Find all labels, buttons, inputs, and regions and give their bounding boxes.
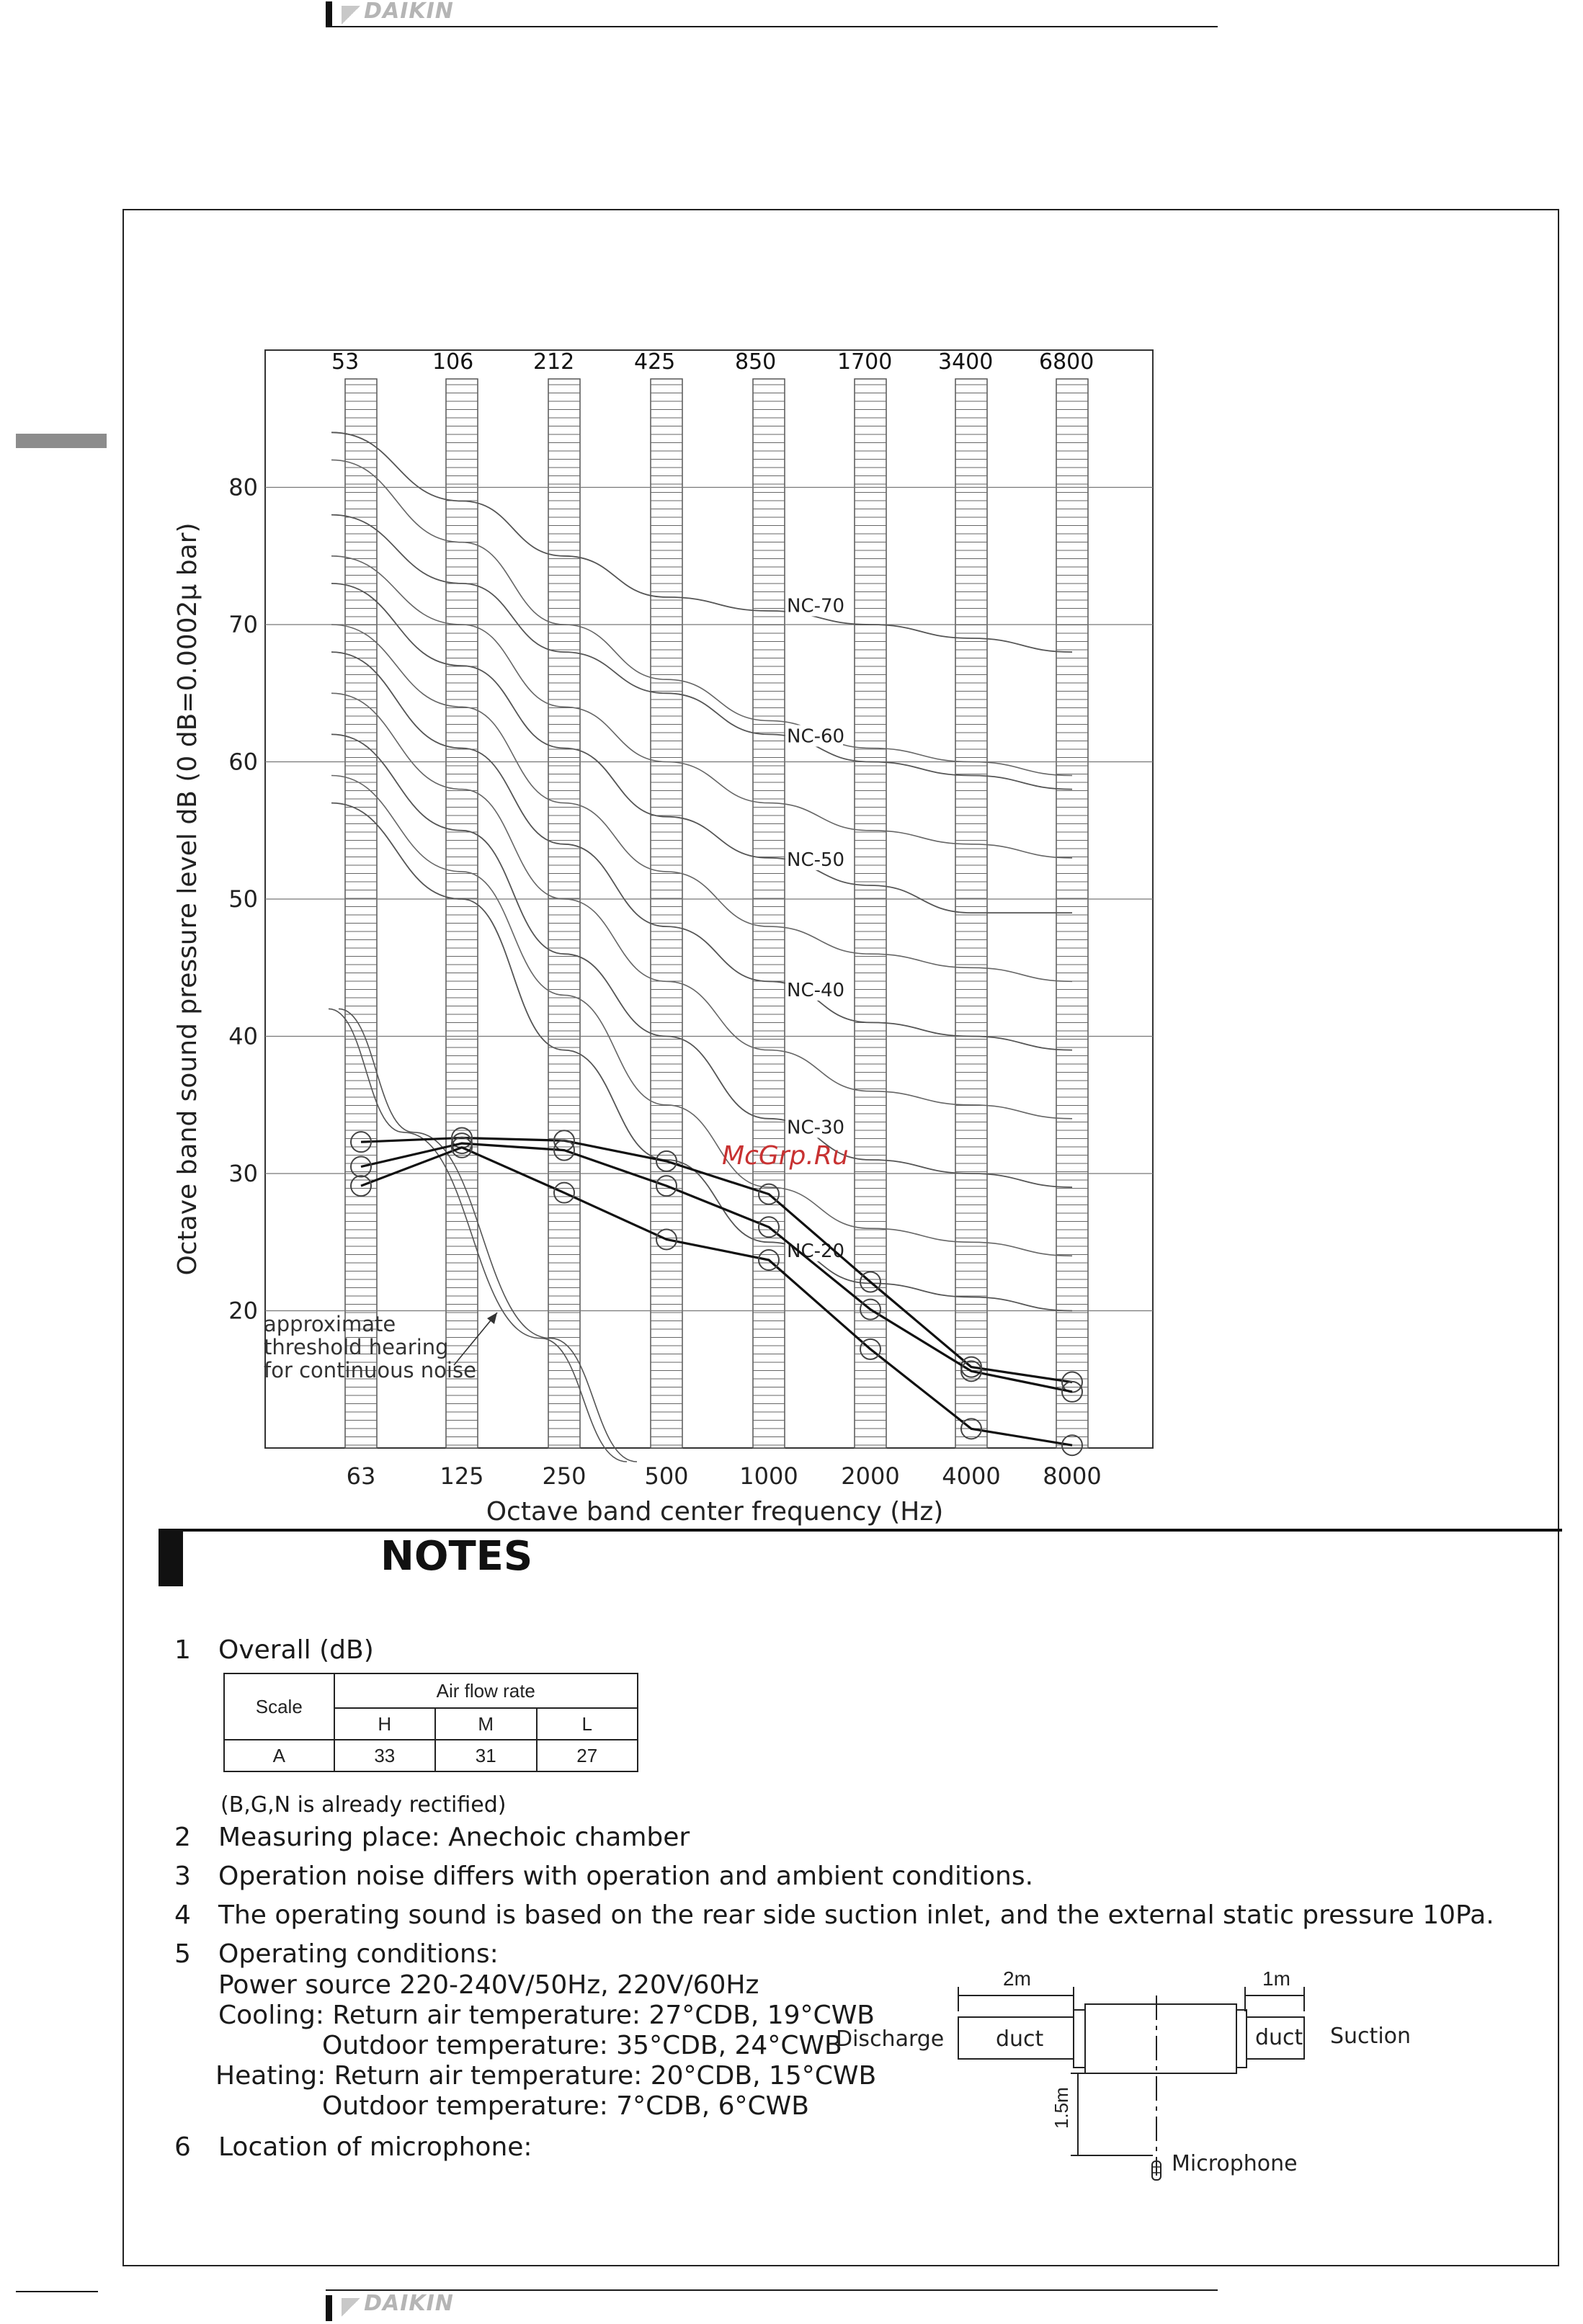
- note-number: 2: [174, 1823, 191, 1852]
- note-cooling-return: Cooling: Return air temperature: 27°CDB, 19°CWB: [218, 2001, 875, 2030]
- y-axis-label: Octave band sound pressure level dB (0 dB=0.0002μ bar): [173, 522, 202, 1276]
- table-col-m: M: [435, 1708, 536, 1740]
- x-tick-label: 250: [542, 1462, 587, 1490]
- y-tick-label: 20: [228, 1297, 258, 1325]
- x-tick-label: 63: [346, 1462, 376, 1490]
- x-axis-label: Octave band center frequency (Hz): [486, 1497, 944, 1527]
- header-rule: [326, 26, 1218, 27]
- note-rectified: (B,G,N is already rectified): [220, 1792, 507, 1818]
- dim-1m-label: 1m: [1262, 1967, 1290, 1990]
- footer-brand-text: DAIKIN: [364, 2291, 454, 2316]
- table-airflow-header: Air flow rate: [334, 1673, 638, 1708]
- footer-left-rule: [16, 2291, 98, 2292]
- nc-chart: [166, 339, 1174, 1534]
- note-operation-noise: Operation noise differs with operation and ambient conditions.: [218, 1862, 1034, 1891]
- threshold-label: approximate: [264, 1312, 396, 1336]
- threshold-label: threshold hearing: [264, 1335, 449, 1359]
- top-tick-label: 6800: [1039, 349, 1094, 375]
- note-microphone-location: Location of microphone:: [218, 2132, 532, 2162]
- x-tick-label: 125: [440, 1462, 484, 1490]
- table-cell-h: 33: [334, 1740, 435, 1771]
- y-tick-label: 80: [228, 473, 258, 501]
- note-operating-sound: The operating sound is based on the rear side suction inlet, and the external static pressure 10Pa.: [218, 1900, 1494, 1930]
- microphone-label: Microphone: [1172, 2151, 1298, 2176]
- note-power-source: Power source 220-240V/50Hz, 220V/60Hz: [218, 1970, 759, 2000]
- x-tick-label: 2000: [841, 1462, 900, 1490]
- daikin-logo-icon: [342, 2298, 360, 2317]
- nc-curve-label: NC-20: [787, 1240, 845, 1262]
- nc-curve-label: NC-60: [787, 725, 845, 748]
- top-tick-label: 425: [634, 349, 676, 375]
- header-logo: [342, 0, 454, 24]
- top-tick-label: 3400: [938, 349, 994, 375]
- nc-curve-label: NC-40: [787, 979, 845, 1001]
- table-cell-l: 27: [537, 1740, 638, 1771]
- duct-left-label: duct: [996, 2026, 1044, 2052]
- x-tick-label: 4000: [942, 1462, 1001, 1490]
- table-row-label: A: [224, 1740, 334, 1771]
- x-tick-label: 8000: [1043, 1462, 1102, 1490]
- y-tick-label: 40: [228, 1022, 258, 1050]
- notes-bar: [159, 1529, 183, 1586]
- y-tick-label: 50: [228, 885, 258, 913]
- note-number: 5: [174, 1939, 191, 1969]
- footer-rule: [326, 2289, 1218, 2291]
- top-tick-label: 212: [533, 349, 575, 375]
- header-brand-text: DAIKIN: [364, 0, 454, 24]
- table-cell-m: 31: [435, 1740, 536, 1771]
- discharge-label: Discharge: [836, 2026, 945, 2052]
- nc-curve-label: NC-30: [787, 1117, 845, 1139]
- note-number: 6: [174, 2132, 191, 2162]
- side-tab-marker: [16, 434, 107, 448]
- note-cooling-outdoor: Outdoor temperature: 35°CDB, 24°CWB: [322, 2031, 842, 2060]
- top-tick-label: 1700: [837, 349, 893, 375]
- header-brand-bar: [326, 1, 332, 27]
- dim-2m-label: 2m: [1003, 1967, 1031, 1990]
- overall-table: [223, 1673, 638, 1772]
- note-operating-conditions: Operating conditions:: [218, 1939, 499, 1969]
- top-tick-label: 106: [432, 349, 474, 375]
- footer-logo: [342, 2291, 454, 2317]
- note-heating-return: Heating: Return air temperature: 20°CDB, 15°CWB: [215, 2061, 877, 2091]
- y-tick-label: 60: [228, 748, 258, 776]
- footer-brand-bar: [326, 2295, 332, 2321]
- unit-body: [1085, 2004, 1236, 2073]
- note-measuring-place: Measuring place: Anechoic chamber: [218, 1823, 690, 1852]
- y-tick-label: 30: [228, 1160, 258, 1187]
- daikin-logo-icon: [342, 6, 360, 24]
- y-tick-label: 70: [228, 611, 258, 638]
- microphone-diagram: [836, 1967, 1455, 2183]
- watermark-text: McGrp.Ru: [722, 1141, 849, 1171]
- threshold-label: for continuous noise: [264, 1358, 476, 1382]
- nc-curve-label: NC-50: [787, 849, 845, 871]
- notes-title: NOTES: [380, 1533, 533, 1580]
- note-number: 3: [174, 1862, 191, 1891]
- x-tick-label: 500: [644, 1462, 689, 1490]
- x-tick-label: 1000: [739, 1462, 798, 1490]
- nc-curve-label: NC-70: [787, 595, 845, 617]
- duct-right-label: duct: [1255, 2025, 1303, 2050]
- threshold-curve-outer: [339, 1009, 637, 1462]
- table-scale-header: Scale: [224, 1673, 334, 1740]
- dim-15m-label: 1.5m: [1051, 2087, 1072, 2129]
- note-overall: Overall (dB): [218, 1635, 374, 1665]
- table-col-l: L: [537, 1708, 638, 1740]
- note-number: 4: [174, 1900, 191, 1930]
- top-tick-label: 850: [735, 349, 777, 375]
- table-col-h: H: [334, 1708, 435, 1740]
- notes-rule: [183, 1529, 1562, 1532]
- note-number: 1: [174, 1635, 191, 1665]
- suction-label: Suction: [1330, 2024, 1412, 2049]
- top-tick-label: 53: [331, 349, 360, 375]
- note-heating-outdoor: Outdoor temperature: 7°CDB, 6°CWB: [322, 2091, 809, 2121]
